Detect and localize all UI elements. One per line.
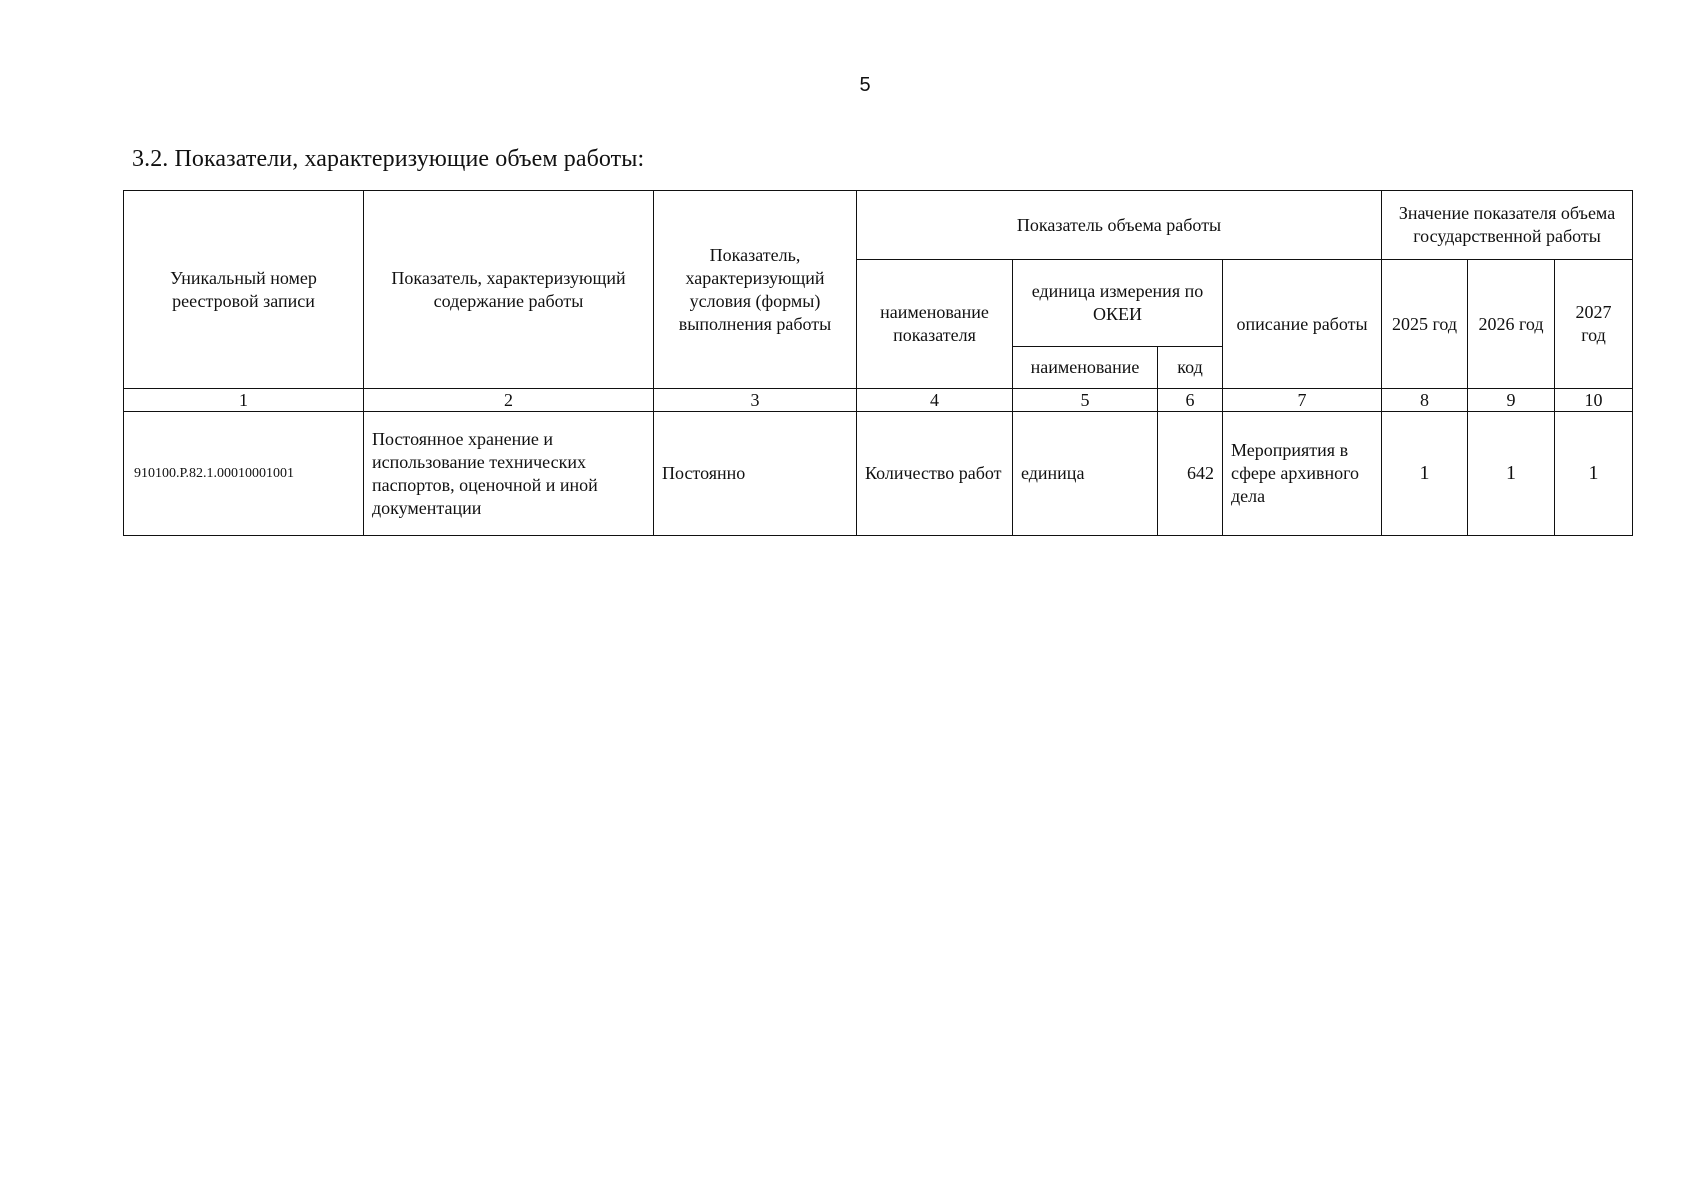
registry-number-cell: 910100.Р.82.1.00010001001 xyxy=(124,412,364,536)
column-number: 3 xyxy=(654,389,857,412)
column-number: 2 xyxy=(364,389,654,412)
header-work-description: описание работы xyxy=(1223,260,1382,389)
header-row-1 xyxy=(124,191,1633,260)
header-value-indicator: Значение показателя объема государственной работы xyxy=(1382,191,1633,260)
unit-name-cell: единица xyxy=(1013,412,1158,536)
column-number: 7 xyxy=(1223,389,1382,412)
column-number: 9 xyxy=(1468,389,1555,412)
header-volume-indicator: Показатель объема работы xyxy=(857,191,1382,260)
column-number: 5 xyxy=(1013,389,1158,412)
column-number: 10 xyxy=(1555,389,1633,412)
column-number: 8 xyxy=(1382,389,1468,412)
value-2025-cell: 1 xyxy=(1382,412,1468,536)
column-number: 4 xyxy=(857,389,1013,412)
header-unit-name: наименование xyxy=(1013,347,1158,389)
header-unique-number: Уникальный номер реестровой записи xyxy=(124,191,364,389)
content-cell: Постоянное хранение и использование технических паспортов, оценочной и иной документации xyxy=(364,412,654,536)
value-2026-cell: 1 xyxy=(1468,412,1555,536)
header-year-2025: 2025 год xyxy=(1382,260,1468,389)
description-cell: Мероприятия в сфере архивного дела xyxy=(1223,412,1382,536)
column-number-row xyxy=(124,389,1633,412)
header-unit-code: код xyxy=(1158,347,1223,389)
header-year-2027: 2027 год xyxy=(1555,260,1633,389)
header-content-indicator: Показатель, характеризующий содержание работы xyxy=(364,191,654,389)
section-title: 3.2. Показатели, характеризующие объем работы: xyxy=(132,146,645,172)
value-2027-cell: 1 xyxy=(1555,412,1633,536)
page-number: 5 xyxy=(859,74,871,96)
column-number: 1 xyxy=(124,389,364,412)
header-indicator-name: наименование показателя xyxy=(857,260,1013,389)
column-number: 6 xyxy=(1158,389,1223,412)
conditions-cell: Постоянно xyxy=(654,412,857,536)
header-okei-unit: единица измерения по ОКЕИ xyxy=(1013,260,1223,347)
indicator-name-cell: Количество работ xyxy=(857,412,1013,536)
header-year-2026: 2026 год xyxy=(1468,260,1555,389)
work-volume-table xyxy=(123,190,1633,536)
header-conditions-indicator: Показатель, характеризующий условия (формы) выполнения работы xyxy=(654,191,857,389)
unit-code-cell: 642 xyxy=(1158,412,1223,536)
table-row xyxy=(124,412,1633,536)
